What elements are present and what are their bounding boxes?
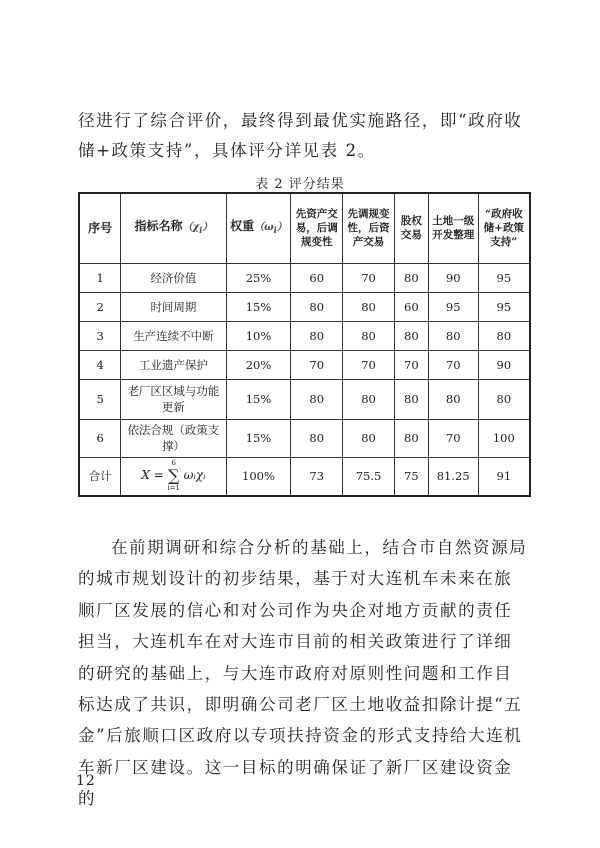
cell-indicator: 经济价值 (121, 263, 226, 292)
cell-seq: 5 (79, 379, 121, 419)
total-score: 91 (478, 457, 530, 496)
total-score: 75 (394, 457, 428, 496)
cell-score: 70 (291, 350, 343, 379)
table-row (79, 263, 530, 292)
total-formula (121, 457, 226, 496)
formula-lhs: X = (141, 468, 164, 483)
cell-score: 70 (428, 350, 478, 379)
cell-weight: 15% (226, 292, 291, 321)
cell-score: 60 (291, 263, 343, 292)
cell-indicator: 工业遗产保护 (121, 350, 226, 379)
cell-score: 80 (428, 379, 478, 419)
header-indicator-label: 指标名称 (134, 219, 183, 234)
cell-score: 80 (478, 379, 530, 419)
cell-score: 70 (394, 350, 428, 379)
header-option-5: “政府收储+政策支持” (478, 193, 530, 263)
total-score: 75.5 (343, 457, 395, 496)
cell-score: 80 (394, 263, 428, 292)
cell-score: 95 (428, 292, 478, 321)
header-option-2: 先调规变性，后资产交易 (343, 193, 395, 263)
cell-score: 80 (343, 321, 395, 350)
cell-indicator: 生产连续不中断 (121, 321, 226, 350)
cell-score: 80 (343, 292, 395, 321)
total-label: 合计 (79, 457, 121, 496)
cell-weight: 20% (226, 350, 291, 379)
cell-score: 80 (394, 419, 428, 457)
header-option-4: 土地一级开发整理 (428, 193, 478, 263)
cell-score: 70 (428, 419, 478, 457)
cell-seq: 2 (79, 292, 121, 321)
table-row (79, 379, 530, 419)
cell-score: 80 (343, 379, 395, 419)
cell-seq: 6 (79, 419, 121, 457)
header-weight-symbol: $(\omega_i)$ (254, 222, 287, 236)
sum-icon: 6 ∑ i=1 (167, 459, 180, 493)
header-option-1: 先资产交易，后调规变性 (291, 193, 343, 263)
page-number: 12 (76, 773, 96, 789)
intro-paragraph: 径进行了综合评价，最终得到最优实施路径，即“政府收储+政策支持”，具体评分详见表 2。 (78, 111, 523, 160)
cell-score: 80 (394, 379, 428, 419)
header-indicator (121, 193, 226, 263)
cell-weight: 15% (226, 419, 291, 457)
cell-score: 80 (291, 321, 343, 350)
table-total-row (79, 457, 530, 496)
cell-score: 80 (428, 321, 478, 350)
table-header-row (79, 193, 530, 263)
total-weight: 100% (226, 457, 291, 496)
cell-score: 60 (394, 292, 428, 321)
header-weight-label: 权重 (230, 219, 255, 234)
cell-indicator: 时间周期 (121, 292, 226, 321)
table-row (79, 292, 530, 321)
cell-score: 80 (343, 419, 395, 457)
table-caption: 表 2 评分结果 (255, 177, 345, 192)
score-table (78, 192, 531, 497)
total-score: 73 (291, 457, 343, 496)
header-option-3: 股权交易 (394, 193, 428, 263)
header-weight (226, 193, 291, 263)
table-row (79, 419, 530, 457)
cell-indicator: 依法合规（政策支撑） (121, 419, 226, 457)
cell-weight: 15% (226, 379, 291, 419)
cell-score: 95 (478, 263, 530, 292)
cell-weight: 10% (226, 321, 291, 350)
cell-score: 95 (478, 292, 530, 321)
body-paragraph: 在前期调研和综合分析的基础上，结合市自然资源局的城市规划设计的初步结果，基于对大连机车未来在旅顺厂区发展的信心和对公司作为央企对地方贡献的责任担当，大连机车在对大连市目前的相关政策进行了详细的研究的基础上，与大连市政府对原则性问题和工作目标达成了共识，即明确公司老厂区土地收益扣除计提“五金”后旅顺口区政府以专项扶持资金的形式支持给大连机车新厂区建设。这一目标的明确保证了新厂区建设资金的 (78, 538, 528, 809)
cell-score: 80 (291, 379, 343, 419)
cell-score: 80 (291, 419, 343, 457)
table-row (79, 321, 530, 350)
cell-score: 80 (394, 321, 428, 350)
header-indicator-symbol: $(\chi_i)$ (182, 222, 213, 236)
cell-indicator: 老厂区区域与功能更新 (121, 379, 226, 419)
cell-score: 90 (478, 350, 530, 379)
cell-score: 70 (343, 263, 395, 292)
cell-seq: 1 (79, 263, 121, 292)
cell-weight: 25% (226, 263, 291, 292)
header-seq: 序号 (79, 193, 121, 263)
total-score: 81.25 (428, 457, 478, 496)
formula-term: ωᵢχᵢ (183, 468, 206, 483)
cell-score: 70 (343, 350, 395, 379)
cell-score: 90 (428, 263, 478, 292)
cell-score: 80 (291, 292, 343, 321)
cell-seq: 3 (79, 321, 121, 350)
cell-score: 80 (478, 321, 530, 350)
cell-score: 100 (478, 419, 530, 457)
table-row (79, 350, 530, 379)
cell-seq: 4 (79, 350, 121, 379)
